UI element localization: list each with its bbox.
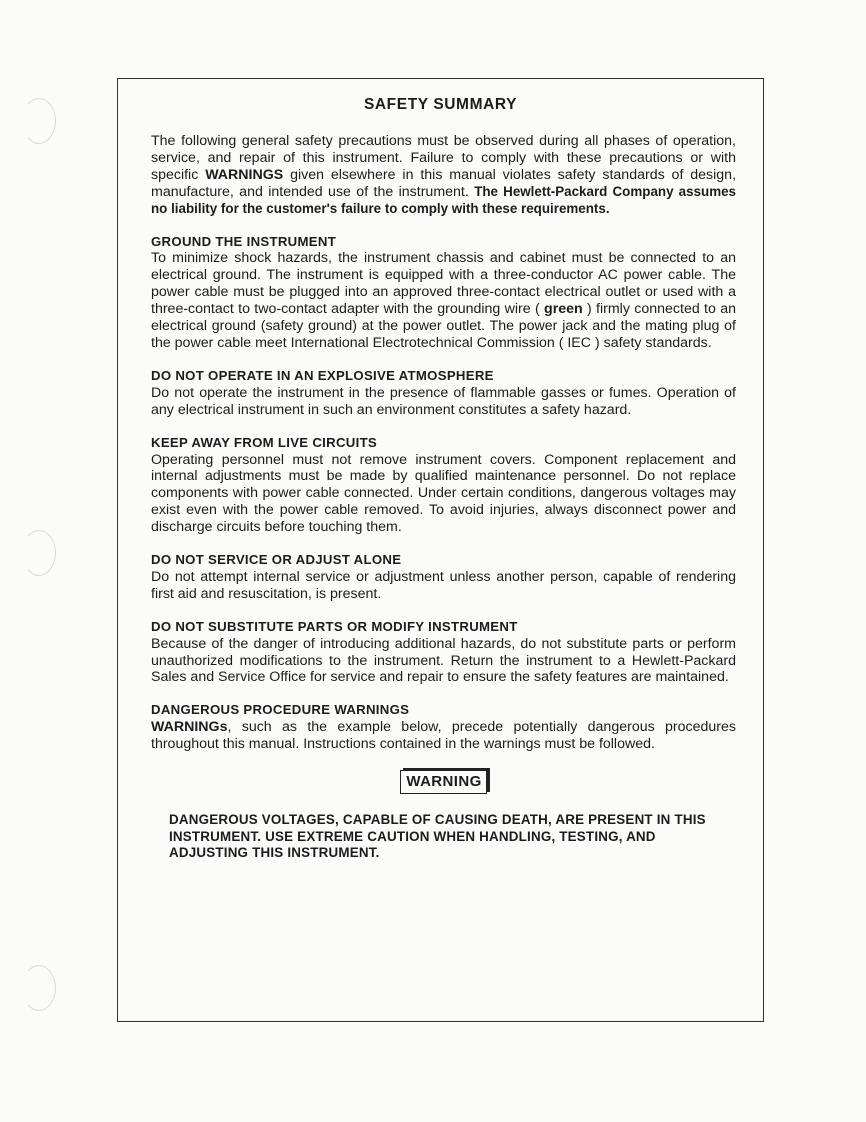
section-text: Do not operate the instrument in the presence of flammable gasses or fumes. Operation of any electrical instrument in such an environment constitutes a safety hazard. xyxy=(151,384,736,418)
section-service-alone xyxy=(151,552,736,603)
section-text: Operating personnel must not remove instrument covers. Component replacement and internal adjustments must be made by qualified maintenance personnel. Do not replace components with power cable connected. Under certain conditions, dangerous voltages may exist even with the power cable removed. To avoid injuries, always disconnect power and discharge circuits before touching them. xyxy=(151,451,736,536)
intro-paragraph xyxy=(151,133,736,218)
section-heading: KEEP AWAY FROM LIVE CIRCUITS xyxy=(151,434,378,450)
section-ground xyxy=(151,234,736,352)
punch-hole-bottom xyxy=(22,965,56,1011)
section-text xyxy=(151,719,736,753)
dangerous-text: , such as the example below, precede potentially dangerous procedures throughout this manual. Instructions contained in the warnings must be followed. xyxy=(151,719,736,753)
intro-text-b: given elsewhere in this manual violates safety standards of design, manufacture, and intended use of the instrument. xyxy=(151,166,737,200)
section-live-circuits xyxy=(151,435,736,536)
section-text: Because of the danger of introducing additional hazards, do not substitute parts or perform unauthorized modifications to the instrument. Return the instrument to a Hewlett-Packard Sales and Service Office for service and repair to ensure the safety features are maintained. xyxy=(151,635,736,686)
punch-hole-top xyxy=(22,98,56,144)
safety-summary-frame xyxy=(117,78,764,1022)
section-dangerous-procedure xyxy=(151,702,736,753)
section-substitute-parts xyxy=(151,619,736,687)
section-heading: GROUND THE INSTRUMENT xyxy=(151,233,337,249)
section-heading: DO NOT SERVICE OR ADJUST ALONE xyxy=(151,552,402,568)
danger-warning-text: DANGEROUS VOLTAGES, CAPABLE OF CAUSING DEATH, ARE PRESENT IN THIS INSTRUMENT. USE EXTREME CAUTION WHEN HANDLING, TESTING, AND ADJUSTING THIS INSTRUMENT. xyxy=(169,812,706,861)
warning-label: WARNING xyxy=(400,770,486,794)
section-heading: DO NOT OPERATE IN AN EXPLOSIVE ATMOSPHERE xyxy=(151,367,494,383)
warning-label-wrap xyxy=(151,770,736,794)
intro-warnings-word: WARNINGS xyxy=(205,166,284,183)
punch-hole-middle xyxy=(22,530,56,576)
intro-liability-sentence: The Hewlett-Packard Company assumes no liability for the customer's failure to comply with these requirements. xyxy=(151,183,736,216)
intro-text-a: The following general safety precautions must be observed during all phases of operation, service, and repair of this instrument. Failure to comply with these precautions or with specific xyxy=(151,133,736,183)
page-title: SAFETY SUMMARY xyxy=(363,96,518,113)
section-text: Do not attempt internal service or adjustment unless another person, capable of rendering first aid and resuscitation, is present. xyxy=(151,568,736,602)
content-body xyxy=(151,133,736,862)
section-explosive xyxy=(151,368,736,419)
ground-text-a: To minimize shock hazards, the instrument chassis and cabinet must be connected to an electrical ground. The instrument is equipped with a three-conductor AC power cable. The power cable must be plugged into an approved three-contact electrical outlet or used with a three-contact to two-contact adapter with the grounding wire ( xyxy=(151,250,736,318)
section-heading: DO NOT SUBSTITUTE PARTS OR MODIFY INSTRUMENT xyxy=(151,618,518,634)
warnings-word: WARNINGs xyxy=(151,719,228,736)
section-text xyxy=(151,250,736,351)
ground-text-b: ) firmly connected to an electrical ground (safety ground) at the power outlet. The power jack and the mating plug of the power cable meet International Electrotechnical Commission ( IEC ) safety standards. xyxy=(151,301,736,351)
section-heading: DANGEROUS PROCEDURE WARNINGS xyxy=(151,702,410,718)
green-word: green xyxy=(544,301,583,318)
